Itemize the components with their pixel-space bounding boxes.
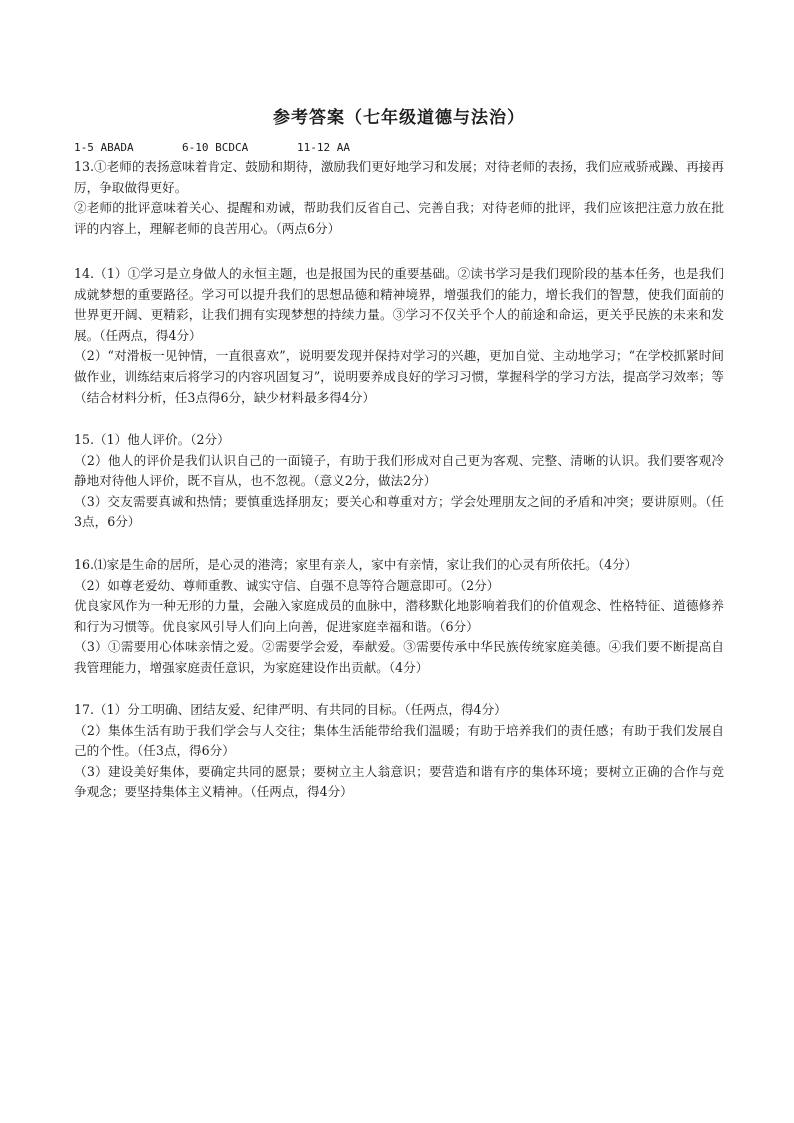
answer-q13: [74, 157, 724, 239]
page-title: 参考答案（七年级道德与法治）: [273, 108, 525, 128]
mc-answers-11-12: 11-12 AA: [297, 141, 350, 154]
q17-paragraph: 17.（1）分工明确、团结友爱、纪律严明、有共同的目标。（任两点，得4分）: [74, 702, 507, 717]
answer-q15: [74, 430, 724, 533]
answer-q17: [74, 700, 724, 803]
q16-paragraph: （3）①需要用心体味亲情之爱。②需要学会爱，奉献爱。③需要传承中华民族传统家庭美德。④我们要不断提高自我管理能力，增强家庭责任意识，为家庭建设作出贡献。（4分）: [74, 639, 724, 675]
mc-answers-6-10: 6-10 BCDCA: [182, 141, 249, 154]
q14-paragraph: 14.（1）①学习是立身做人的永恒主题，也是报国为民的重要基础。②读书学习是我们现阶段的基本任务，也是我们成就梦想的重要路径。学习可以提升我们的思想品德和精神境界，增强我们的能力，增长我们的智慧，使我们面前的世界更开阔、更精彩，让我们拥有实现梦想的持续力量。③学习不仅关乎个人的前途和命运，更关乎民族的未来和发展。（任两点，得4分）: [74, 266, 724, 343]
q14-paragraph: （2）“对滑板一见钟情，一直很喜欢”，说明要发现并保持对学习的兴趣，更加自觉、主动地学习；“在学校抓紧时间做作业，训练结束后将学习的内容巩固复习”，说明要养成良好的学习习惯，掌握科学的学习方法，提高学习效率；等（结合材料分析，任3点得6分，缺少材料最多得4分）: [74, 348, 724, 405]
answer-q16: [74, 555, 724, 679]
q13-paragraph: ②老师的批评意味着关心、提醒和劝诫，帮助我们反省自己、完善自我；对待老师的批评，我们应该把注意力放在批评的内容上，理解老师的良苦用心。（两点6分）: [74, 200, 724, 236]
q15-paragraph: （2）他人的评价是我们认识自己的一面镜子，有助于我们形成对自己更为客观、完整、清晰的认识。我们要客观冷静地对待他人评价，既不盲从，也不忽视。（意义2分，做法2分）: [74, 452, 724, 489]
q16-paragraph: （2）如尊老爱幼、尊师重教、诚实守信、自强不息等符合题意即可。（2分）: [74, 577, 500, 593]
q16-paragraph: 16.⑴家是生命的居所，是心灵的港湾；家里有亲人，家中有亲情，家让我们的心灵有所依托。（4分）: [74, 557, 638, 572]
q15-paragraph: （3）交友需要真诚和热情；要慎重选择朋友；要关心和尊重对方；学会处理朋友之间的矛盾和冲突；要讲原则。（任3点，6分）: [74, 493, 724, 530]
mc-answers-1-5: 1-5 ABADA: [74, 141, 134, 154]
q15-paragraph: 15.（1）他人评价。（2分）: [74, 432, 230, 447]
multiple-choice-answers: [74, 140, 350, 156]
q13-paragraph: 13.①老师的表扬意味着肯定、鼓励和期待，激励我们更好地学习和发展；对待老师的表扬，我们应戒骄戒躁、再接再厉，争取做得更好。: [74, 159, 724, 195]
q16-paragraph: 优良家风作为一种无形的力量，会融入家庭成员的血脉中，潜移默化地影响着我们的价值观念、性格特征、道德修养和行为习惯等。优良家风引导人们向上向善，促进家庭幸福和谐。（6分）: [74, 598, 724, 634]
answer-q14: [74, 264, 724, 408]
q17-paragraph: （3）建设美好集体，要确定共同的愿景；要树立主人翁意识；要营造和谐有序的集体环境；要树立正确的合作与竞争观念；要坚持集体主义精神。（任两点，得4分）: [74, 763, 724, 800]
q17-paragraph: （2）集体生活有助于我们学会与人交往；集体生活能带给我们温暖；有助于培养我们的责任感；有助于我们发展自己的个性。（任3点，得6分）: [74, 722, 724, 759]
